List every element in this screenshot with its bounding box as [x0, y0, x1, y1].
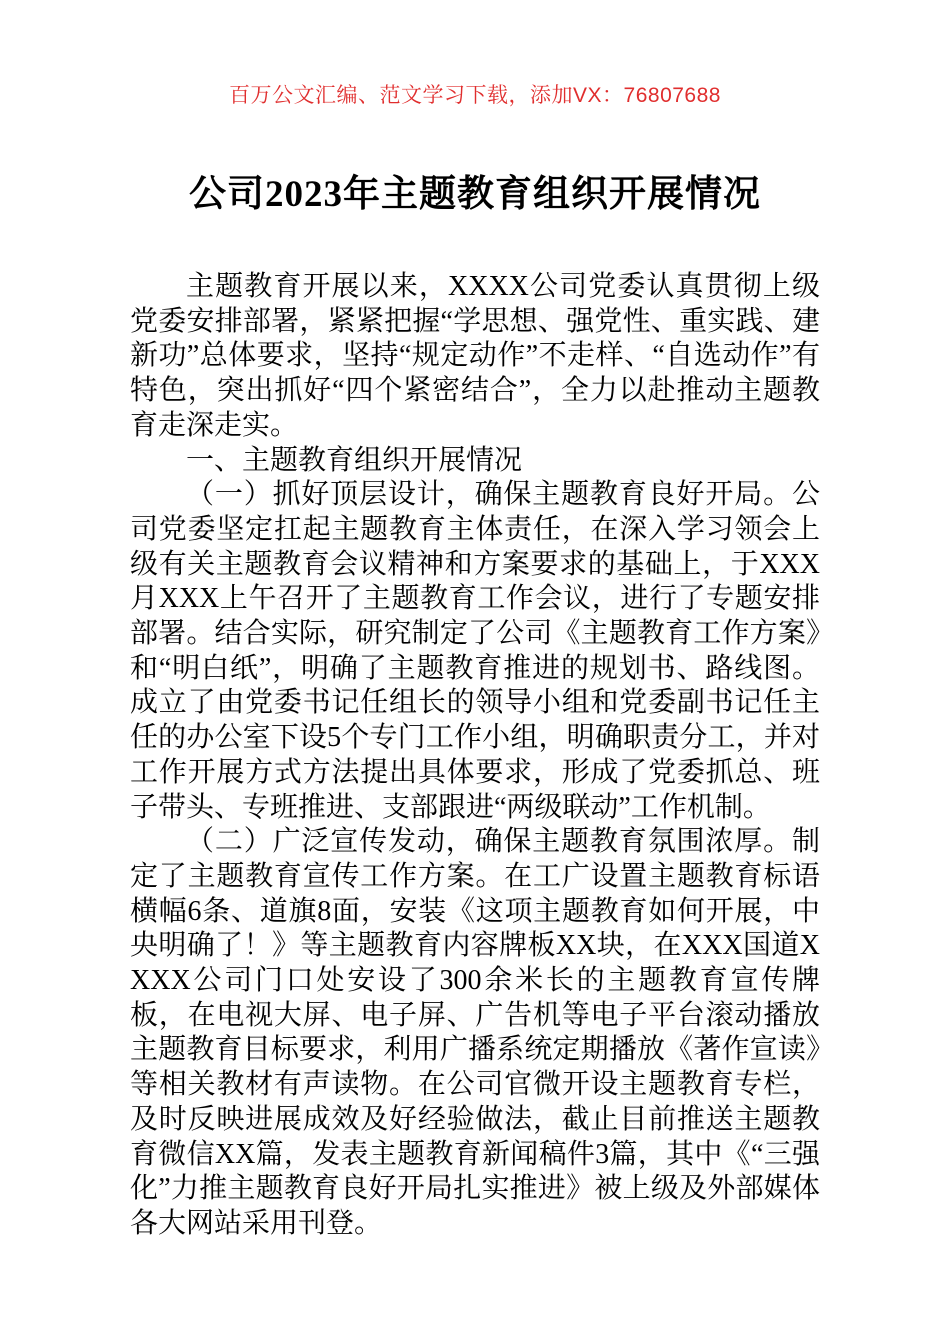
promo-notice: 百万公文汇编、范文学习下载，添加VX：76807688 — [229, 84, 721, 107]
paragraph-intro: 主题教育开展以来，XXXX公司党委认真贯彻上级党委安排部署，紧紧把握“学思想、强党性、重实践、建新功”总体要求，坚持“规定动作”不走样、“自选动作”有特色，突出抓好“四个紧密结合”，全力以赴推动主题教育走深走实。 — [130, 271, 820, 441]
section-heading-1: 一、主题教育组织开展情况 — [186, 444, 523, 476]
document-title: 公司2023年主题教育组织开展情况 — [189, 174, 761, 215]
paragraph-section-1-2: （二）广泛宣传发动，确保主题教育氛围浓厚。制定了主题教育宣传工作方案。在工广设置主题教育标语横幅6条、道旗8面，安装《这项主题教育如何开展，中央明确了！》等主题教育内容牌板XX块，在XXX国道XXXX公司门口处安设了300余米长的主题教育宣传牌板，在电视大屏、电子屏、广告机等电子平台滚动播放主题教育目标要求，利用广播系统定期播放《著作宣读》等相关教材有声读物。在公司官微开设主题教育专栏，及时反映进展成效及好经验做法，截止目前推送主题教育微信XX篇，发表主题教育新闻稿件3篇，其中《“三强化”力推主题教育良好开局扎实推进》被上级及外部媒体各大网站采用刊登。 — [130, 826, 820, 1239]
document-body — [130, 270, 820, 1242]
paragraph-section-1-1: （一）抓好顶层设计，确保主题教育良好开局。公司党委坚定扛起主题教育主体责任，在深入学习领会上级有关主题教育会议精神和方案要求的基础上，于XXX月XXX上午召开了主题教育工作会议，进行了专题安排部署。结合实际，研究制定了公司《主题教育工作方案》和“明白纸”，明确了主题教育推进的规划书、路线图。成立了由党委书记任组长的领导小组和党委副书记任主任的办公室下设5个专门工作小组，明确职责分工，并对工作开展方式方法提出具体要求，形成了党委抓总、班子带头、专班推进、支部跟进“两级联动”工作机制。 — [130, 479, 820, 823]
